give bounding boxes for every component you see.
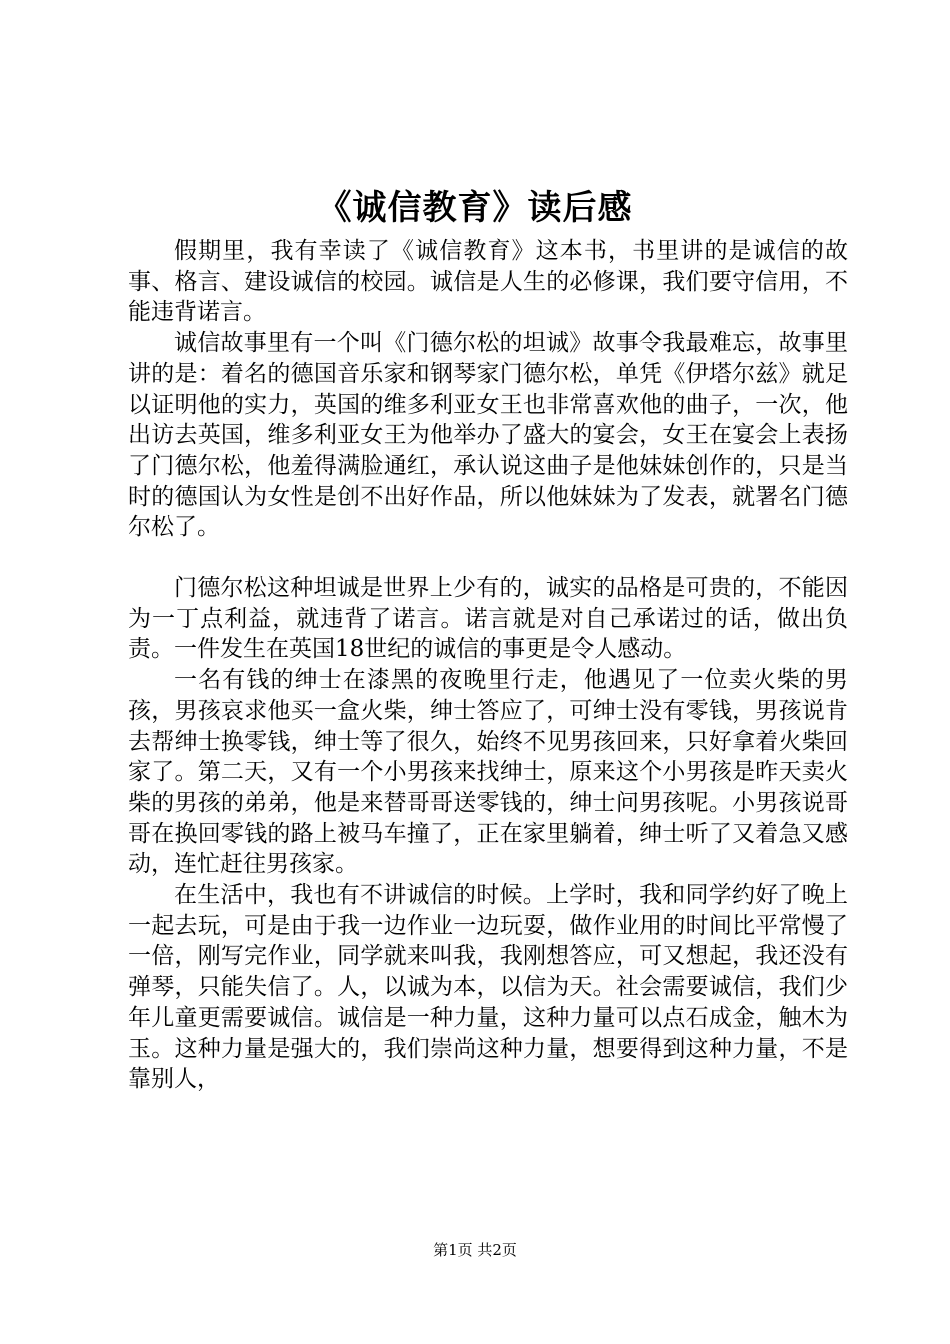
document-title: 《诚信教育》读后感: [317, 188, 633, 228]
paragraph-1: 假期里，我有幸读了《诚信教育》这本书，书里讲的是诚信的故事、格言、建设诚信的校园。诚信是人生的必修课，我们要守信用，不能违背诺言。: [128, 238, 848, 326]
document-body: [128, 236, 848, 1095]
paragraph-4: 一名有钱的绅士在漆黑的夜晚里行走，他遇见了一位卖火柴的男孩，男孩哀求他买一盒火柴，绅士答应了，可绅士没有零钱，男孩说肯去帮绅士换零钱，绅士等了很久，始终不见男孩回来，只好拿着火柴回家了。第二天，又有一个小男孩来找绅士，原来这个小男孩是昨天卖火柴的男孩的弟弟，他是来替哥哥送零钱的，绅士问男孩呢。小男孩说哥哥在换回零钱的路上被马车撞了，正在家里躺着，绅士听了又着急又感动，连忙赶往男孩家。: [128, 667, 848, 878]
paragraph-2: 诚信故事里有一个叫《门德尔松的坦诚》故事令我最难忘，故事里讲的是：着名的德国音乐家和钢琴家门德尔松，单凭《伊塔尔兹》就足以证明他的实力，英国的维多利亚女王也非常喜欢他的曲子，一次，他出访去英国，维多利亚女王为他举办了盛大的宴会，女王在宴会上表扬了门德尔松，他羞得满脸通红，承认说这曲子是他妹妹创作的，只是当时的德国认为女性是创不出好作品，所以他妹妹为了发表，就署名门德尔松了。: [128, 330, 848, 541]
paragraph-3: 门德尔松这种坦诚是世界上少有的，诚实的品格是可贵的，不能因为一丁点利益，就违背了诺言。诺言就是对自己承诺过的话，做出负责。一件发生在英国18世纪的诚信的事更是令人感动。: [128, 575, 848, 663]
page-number-footer: 第1页 共2页: [433, 1241, 517, 1259]
paragraph-5: 在生活中，我也有不讲诚信的时候。上学时，我和同学约好了晚上一起去玩，可是由于我一边作业一边玩耍，做作业用的时间比平常慢了一倍，刚写完作业，同学就来叫我，我刚想答应，可又想起，我还没有弹琴，只能失信了。人，以诚为本，以信为天。社会需要诚信，我们少年儿童更需要诚信。诚信是一种力量，这种力量可以点石成金，触木为玉。这种力量是强大的，我们崇尚这种力量，想要得到这种力量，不是靠别人，: [128, 882, 848, 1093]
